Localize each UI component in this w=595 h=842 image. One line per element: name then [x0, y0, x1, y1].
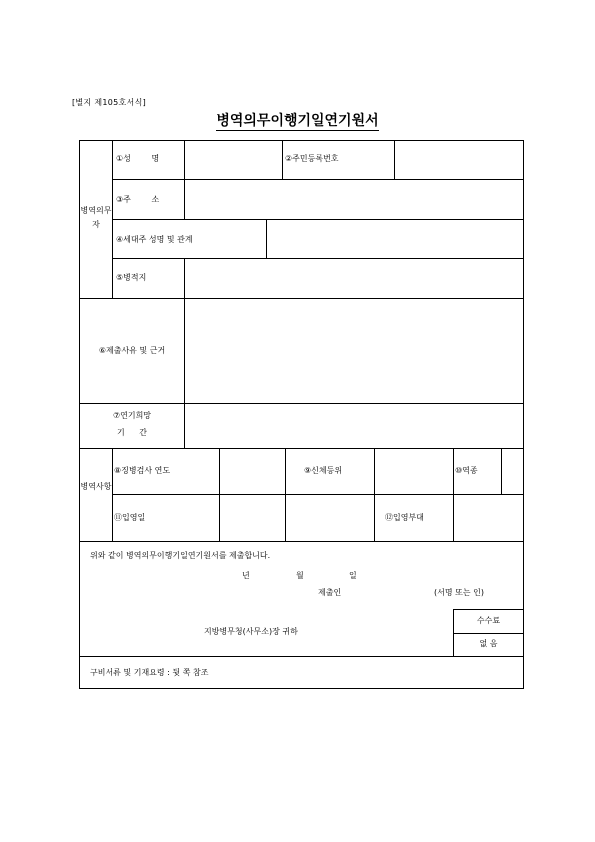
addressee-label: 지방병무청(사무소)장 귀하	[204, 627, 298, 636]
date-month-label: 월	[296, 571, 304, 580]
physical-grade-field[interactable]	[375, 449, 452, 493]
date-month-field[interactable]	[254, 567, 294, 583]
section-military-label: 병역사항	[80, 482, 112, 491]
fee-label: 수수료	[476, 616, 501, 625]
sign-note: (서명 또는 인)	[434, 588, 484, 597]
registered-domicile-label: ⑤병적지	[116, 273, 147, 282]
declaration-text: 위와 같이 병역의무이행기일연기원서를 제출합니다.	[90, 551, 271, 560]
period-field[interactable]	[185, 404, 522, 447]
enlist-date-field[interactable]	[220, 495, 284, 540]
householder-field[interactable]	[267, 220, 522, 257]
form-id: [별지 제105호서식]	[72, 98, 147, 107]
reason-field[interactable]	[185, 299, 522, 402]
submitter-field[interactable]	[348, 584, 428, 600]
date-year-field[interactable]	[200, 567, 240, 583]
enlist-date-label: ⑪입영일	[114, 513, 146, 522]
form-title	[0, 110, 595, 130]
date-day-label: 일	[349, 571, 357, 580]
service-type-field[interactable]	[502, 449, 522, 493]
date-year-label: 년	[242, 571, 250, 580]
resident-no-label: ②주민등록번호	[285, 154, 339, 163]
section-person-label: 병역의무자	[80, 206, 112, 229]
name-field[interactable]	[185, 141, 281, 178]
enlist-unit-field[interactable]	[454, 495, 522, 540]
draft-year-field[interactable]	[220, 449, 284, 493]
address-field[interactable]	[185, 180, 522, 218]
date-day-field[interactable]	[308, 567, 348, 583]
period-label-line1: ⑦연기희망	[112, 411, 152, 420]
reason-label: ⑥제출사유 및 근거	[98, 346, 166, 355]
footer-note: 구비서류 및 기재요령 : 뒷 쪽 참조	[90, 668, 209, 677]
period-label-line2: 기 간	[117, 428, 147, 437]
physical-grade-label: ⑨신체등위	[304, 466, 343, 475]
enlist-unit-label: ⑫입영부대	[385, 513, 424, 522]
form-title-text: 병역의무이행기일연기원서	[216, 113, 379, 129]
draft-year-label: ⑧징병검사 연도	[114, 466, 171, 475]
fee-value: 없 음	[479, 639, 498, 648]
householder-label: ④세대주 성명 및 관계	[116, 235, 193, 244]
submitter-label: 제출인	[318, 588, 342, 597]
registered-domicile-field[interactable]	[185, 259, 522, 297]
resident-no-field[interactable]	[395, 141, 522, 178]
service-type-label: ⑩역종	[455, 466, 478, 475]
name-label: ①성 명	[116, 154, 160, 163]
address-label: ③주 소	[116, 195, 160, 204]
